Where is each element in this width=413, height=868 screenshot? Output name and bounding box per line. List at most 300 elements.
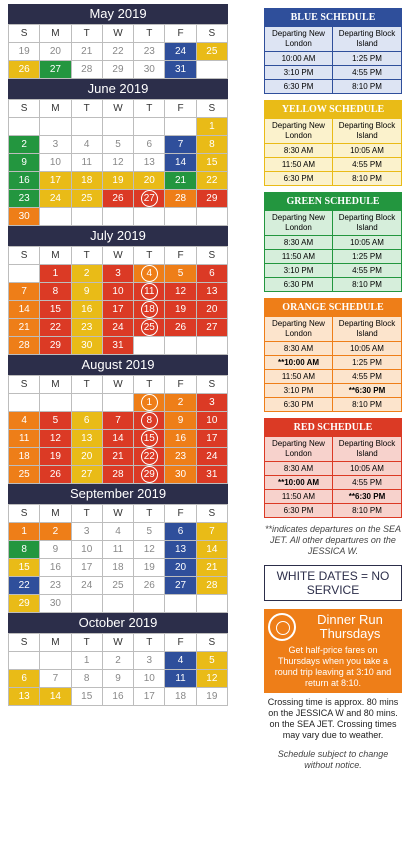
day-of-week-header: S	[197, 100, 228, 118]
date-number: 3	[83, 526, 90, 537]
schedule-row	[265, 143, 401, 157]
day-cell	[103, 652, 134, 670]
day-cell	[9, 319, 40, 337]
day-cell	[40, 541, 71, 559]
schedule-column-header: Departing New London	[265, 26, 333, 51]
date-number: 7	[21, 286, 27, 297]
empty-day-cell	[165, 118, 196, 136]
date-number: 10	[112, 286, 124, 297]
date-number: 29	[49, 340, 61, 351]
date-number: 2	[115, 655, 121, 666]
date-number: 6	[21, 673, 27, 684]
date-number: 7	[52, 673, 59, 684]
date-number: 28	[206, 580, 218, 591]
date-number: 7	[209, 526, 215, 537]
day-cell	[9, 541, 40, 559]
date-number: 8	[83, 673, 90, 684]
day-cell	[40, 136, 71, 154]
empty-day-cell	[40, 208, 71, 226]
schedule-row	[265, 475, 401, 489]
day-cell	[9, 595, 40, 613]
day-cell	[9, 283, 40, 301]
day-cell	[40, 559, 71, 577]
day-cell	[9, 154, 40, 172]
day-cell	[134, 670, 165, 688]
day-cell	[197, 559, 228, 577]
day-of-week-header: T	[72, 634, 103, 652]
date-number: 18	[175, 691, 187, 702]
day-cell	[165, 394, 196, 412]
dinner-run-date: 4	[141, 265, 158, 282]
departure-time: 11:50 AM	[265, 249, 333, 263]
day-cell	[72, 559, 103, 577]
day-of-week-header: F	[165, 634, 196, 652]
empty-day-cell	[40, 118, 71, 136]
date-number: 4	[21, 415, 27, 426]
date-number: 24	[81, 580, 93, 591]
empty-day-cell	[165, 208, 196, 226]
day-of-week-header: T	[134, 634, 165, 652]
empty-day-cell	[72, 394, 103, 412]
date-number: 23	[143, 46, 155, 57]
date-number: 9	[177, 415, 184, 426]
day-cell	[134, 559, 165, 577]
day-of-week-header: M	[40, 376, 71, 394]
day-cell	[72, 190, 103, 208]
date-number: 12	[49, 433, 61, 444]
day-cell	[134, 466, 165, 484]
departure-time: **10:00 AM	[265, 475, 333, 489]
date-number: 30	[143, 64, 155, 75]
date-number: 19	[18, 46, 30, 57]
date-number: 28	[81, 64, 93, 75]
day-cell	[40, 301, 71, 319]
day-of-week-header: M	[40, 505, 71, 523]
day-cell	[72, 670, 103, 688]
departure-time: 10:00 AM	[265, 51, 333, 65]
date-number: 25	[206, 46, 218, 57]
departure-time: 3:10 PM	[265, 383, 333, 397]
day-cell	[134, 577, 165, 595]
day-cell	[40, 448, 71, 466]
day-of-week-header: F	[165, 100, 196, 118]
schedule-column-header: Departing New London	[265, 436, 333, 461]
day-of-week-header: S	[197, 25, 228, 43]
day-cell	[40, 190, 71, 208]
day-cell	[103, 337, 134, 355]
schedule-row	[265, 355, 401, 369]
day-cell	[165, 136, 196, 154]
departure-time: 4:55 PM	[333, 475, 401, 489]
date-number: 1	[83, 655, 90, 666]
date-number: 11	[81, 157, 92, 168]
day-cell	[197, 118, 228, 136]
calendar-column	[8, 4, 228, 706]
day-cell	[134, 136, 165, 154]
departure-time: 3:10 PM	[265, 65, 333, 79]
day-cell	[197, 670, 228, 688]
day-cell	[72, 466, 103, 484]
day-cell	[9, 412, 40, 430]
green-schedule-table	[264, 192, 402, 292]
date-number: 19	[175, 304, 187, 315]
seajet-note: **indicates departures on the SEA JET. All other departures on the JESSICA W.	[264, 524, 402, 556]
month-grid	[8, 246, 228, 355]
empty-day-cell	[165, 595, 196, 613]
day-cell	[197, 412, 228, 430]
day-cell	[197, 283, 228, 301]
day-cell	[40, 283, 71, 301]
departure-time: 8:10 PM	[333, 79, 401, 93]
day-cell	[9, 559, 40, 577]
day-cell	[103, 319, 134, 337]
day-of-week-header: F	[165, 247, 196, 265]
date-number: 19	[112, 175, 124, 186]
day-cell	[197, 136, 228, 154]
date-number: 20	[206, 304, 218, 315]
day-cell	[72, 319, 103, 337]
plate-icon	[268, 613, 296, 641]
dinner-run-header	[268, 613, 398, 641]
day-cell	[165, 577, 196, 595]
day-cell	[72, 652, 103, 670]
day-cell	[40, 61, 71, 79]
day-cell	[134, 319, 165, 337]
departure-time: 4:55 PM	[333, 263, 401, 277]
day-of-week-header: F	[165, 376, 196, 394]
dinner-run-date: 1	[141, 394, 158, 411]
white-dates-note: WHITE DATES = NO SERVICE	[264, 565, 402, 601]
date-number: 10	[81, 544, 93, 555]
departure-time: 4:55 PM	[333, 65, 401, 79]
empty-day-cell	[9, 394, 40, 412]
dinner-run-date: 15	[141, 430, 158, 447]
day-cell	[72, 337, 103, 355]
day-of-week-header: T	[72, 505, 103, 523]
day-of-week-header: T	[134, 376, 165, 394]
date-number: 3	[209, 397, 215, 408]
date-number: 28	[112, 469, 124, 480]
date-number: 19	[49, 451, 61, 462]
month-calendar	[8, 355, 228, 484]
date-number: 2	[83, 268, 90, 279]
date-number: 26	[143, 580, 155, 591]
day-of-week-header: W	[103, 100, 134, 118]
day-cell	[197, 688, 228, 706]
date-number: 3	[52, 139, 59, 150]
day-of-week-header: T	[72, 376, 103, 394]
crossing-time-note: Crossing time is approx. 80 mins on the JESSICA W and 80 mins. on the SEA JET. Crossing times may vary due to weather.	[267, 697, 399, 740]
schedule-header-row	[265, 118, 401, 143]
day-cell	[197, 523, 228, 541]
departure-time: 10:05 AM	[333, 341, 401, 355]
date-number: 16	[18, 175, 30, 186]
date-number: 12	[175, 286, 187, 297]
day-cell	[165, 541, 196, 559]
day-of-week-header: S	[9, 376, 40, 394]
date-number: 9	[83, 286, 90, 297]
day-cell	[72, 154, 103, 172]
day-of-week-header: M	[40, 247, 71, 265]
date-number: 6	[177, 526, 184, 537]
day-cell	[103, 412, 134, 430]
date-number: 12	[206, 673, 218, 684]
date-number: 21	[206, 562, 218, 573]
empty-day-cell	[72, 118, 103, 136]
day-cell	[165, 172, 196, 190]
day-cell	[134, 688, 165, 706]
date-number: 25	[81, 193, 93, 204]
date-number: 17	[143, 691, 155, 702]
schedule-column-header: Departing Block Island	[333, 210, 401, 235]
day-of-week-header: S	[197, 247, 228, 265]
day-cell	[103, 301, 134, 319]
date-number: 24	[206, 451, 218, 462]
day-cell	[134, 265, 165, 283]
departure-time: 8:30 AM	[265, 235, 333, 249]
month-title: October 2019	[8, 613, 228, 633]
date-number: 31	[112, 340, 124, 351]
day-cell	[197, 430, 228, 448]
date-number: 9	[115, 673, 121, 684]
dinner-run-date: 29	[141, 466, 158, 483]
date-number: 23	[175, 451, 187, 462]
date-number: 13	[18, 691, 30, 702]
day-cell	[165, 190, 196, 208]
empty-day-cell	[9, 265, 40, 283]
day-cell	[72, 172, 103, 190]
date-number: 20	[143, 175, 155, 186]
day-cell	[134, 301, 165, 319]
day-cell	[9, 523, 40, 541]
date-number: 29	[206, 193, 218, 204]
date-number: 5	[115, 139, 121, 150]
day-cell	[72, 301, 103, 319]
day-cell	[72, 541, 103, 559]
day-of-week-header: S	[197, 634, 228, 652]
date-number: 8	[209, 139, 215, 150]
date-number: 10	[49, 157, 61, 168]
schedule-row	[265, 489, 401, 503]
day-cell	[165, 466, 196, 484]
month-calendar	[8, 4, 228, 79]
date-number: 11	[112, 544, 124, 555]
date-number: 3	[146, 655, 153, 666]
day-cell	[103, 283, 134, 301]
schedule-header-row	[265, 436, 401, 461]
day-of-week-header: F	[165, 25, 196, 43]
empty-day-cell	[134, 595, 165, 613]
date-number: 16	[49, 562, 61, 573]
day-of-week-header: M	[40, 634, 71, 652]
dinner-run-title: Dinner Run Thursdays	[317, 612, 383, 641]
month-title: June 2019	[8, 79, 228, 99]
date-number: 7	[115, 415, 121, 426]
schedule-row	[265, 461, 401, 475]
date-number: 23	[49, 580, 61, 591]
date-number: 12	[112, 157, 124, 168]
day-cell	[9, 208, 40, 226]
day-cell	[9, 301, 40, 319]
schedule-row	[265, 397, 401, 411]
date-number: 22	[18, 580, 30, 591]
date-number: 24	[175, 46, 187, 57]
date-number: 15	[81, 691, 93, 702]
departure-time: 8:10 PM	[333, 277, 401, 291]
date-number: 26	[175, 322, 187, 333]
day-cell	[72, 43, 103, 61]
empty-day-cell	[134, 208, 165, 226]
date-number: 28	[175, 193, 187, 204]
day-cell	[103, 172, 134, 190]
empty-day-cell	[197, 208, 228, 226]
day-cell	[134, 61, 165, 79]
day-of-week-header: T	[72, 247, 103, 265]
day-cell	[72, 430, 103, 448]
departure-time: 6:30 PM	[265, 171, 333, 185]
day-cell	[197, 190, 228, 208]
day-cell	[165, 652, 196, 670]
date-number: 15	[49, 304, 61, 315]
day-cell	[134, 412, 165, 430]
day-cell	[40, 670, 71, 688]
schedule-row	[265, 65, 401, 79]
schedule-column-header: Departing New London	[265, 118, 333, 143]
dinner-run-description: Get half-price fares on Thursdays when you take a round trip leaving at 3:10 and return at 8:10.	[274, 645, 392, 688]
day-cell	[165, 301, 196, 319]
day-of-week-header: S	[197, 376, 228, 394]
day-of-week-header: M	[40, 25, 71, 43]
day-of-week-header: W	[103, 505, 134, 523]
day-cell	[134, 430, 165, 448]
date-number: 22	[206, 175, 218, 186]
day-cell	[40, 577, 71, 595]
day-cell	[72, 265, 103, 283]
day-of-week-header: S	[197, 505, 228, 523]
date-number: 17	[112, 304, 124, 315]
date-number: 2	[21, 139, 27, 150]
day-of-week-header: S	[9, 100, 40, 118]
departure-time: 1:25 PM	[333, 51, 401, 65]
dinner-run-date: 27	[141, 190, 158, 207]
day-cell	[197, 301, 228, 319]
blue-schedule-table	[264, 8, 402, 94]
date-number: 29	[18, 598, 30, 609]
day-cell	[9, 688, 40, 706]
schedule-column-header: Departing Block Island	[333, 118, 401, 143]
date-number: 20	[49, 46, 61, 57]
date-number: 14	[18, 304, 30, 315]
schedule-title: BLUE SCHEDULE	[265, 9, 401, 26]
month-grid	[8, 375, 228, 484]
date-number: 13	[143, 157, 155, 168]
date-number: 30	[18, 211, 30, 222]
date-number: 25	[112, 580, 124, 591]
schedule-column-header: Departing Block Island	[333, 316, 401, 341]
departure-time: 8:10 PM	[333, 171, 401, 185]
empty-day-cell	[134, 337, 165, 355]
day-cell	[134, 652, 165, 670]
departure-time: 6:30 PM	[265, 397, 333, 411]
schedule-row	[265, 277, 401, 291]
empty-day-cell	[40, 394, 71, 412]
date-number: 31	[175, 64, 187, 75]
date-number: 17	[206, 433, 218, 444]
schedule-title: YELLOW SCHEDULE	[265, 101, 401, 118]
schedule-title: RED SCHEDULE	[265, 419, 401, 436]
date-number: 21	[81, 46, 93, 57]
day-of-week-header: T	[72, 25, 103, 43]
schedule-header-row	[265, 210, 401, 235]
schedule-row	[265, 51, 401, 65]
date-number: 14	[112, 433, 124, 444]
schedule-row	[265, 79, 401, 93]
day-cell	[72, 412, 103, 430]
month-title: July 2019	[8, 226, 228, 246]
day-cell	[134, 43, 165, 61]
day-cell	[9, 61, 40, 79]
month-calendar	[8, 79, 228, 226]
day-cell	[197, 448, 228, 466]
day-cell	[9, 136, 40, 154]
departure-time: **6:30 PM	[333, 489, 401, 503]
departure-time: 6:30 PM	[265, 503, 333, 517]
day-cell	[197, 577, 228, 595]
schedule-row	[265, 157, 401, 171]
day-cell	[134, 523, 165, 541]
empty-day-cell	[165, 337, 196, 355]
date-number: 28	[18, 340, 30, 351]
date-number: 22	[49, 322, 61, 333]
date-number: 21	[18, 322, 30, 333]
departure-time: 11:50 AM	[265, 369, 333, 383]
day-cell	[40, 172, 71, 190]
date-number: 8	[52, 286, 59, 297]
day-cell	[40, 430, 71, 448]
day-of-week-header: W	[103, 376, 134, 394]
month-title: May 2019	[8, 4, 228, 24]
date-number: 20	[175, 562, 187, 573]
day-cell	[40, 688, 71, 706]
day-cell	[134, 154, 165, 172]
day-cell	[103, 430, 134, 448]
day-of-week-header: T	[134, 247, 165, 265]
date-number: 2	[177, 397, 184, 408]
day-cell	[134, 172, 165, 190]
schedule-title: ORANGE SCHEDULE	[265, 299, 401, 316]
day-cell	[197, 154, 228, 172]
date-number: 25	[18, 469, 30, 480]
day-cell	[134, 448, 165, 466]
date-number: 26	[49, 469, 61, 480]
date-number: 14	[49, 691, 61, 702]
date-number: 9	[21, 157, 27, 168]
date-number: 9	[52, 544, 59, 555]
date-number: 21	[112, 451, 124, 462]
day-cell	[72, 283, 103, 301]
date-number: 31	[206, 469, 218, 480]
day-cell	[103, 61, 134, 79]
month-grid	[8, 99, 228, 226]
date-number: 3	[115, 268, 121, 279]
date-number: 4	[115, 526, 121, 537]
day-cell	[9, 430, 40, 448]
day-of-week-header: T	[72, 100, 103, 118]
date-number: 5	[146, 526, 153, 537]
day-cell	[103, 523, 134, 541]
date-number: 15	[206, 157, 218, 168]
day-of-week-header: S	[9, 634, 40, 652]
